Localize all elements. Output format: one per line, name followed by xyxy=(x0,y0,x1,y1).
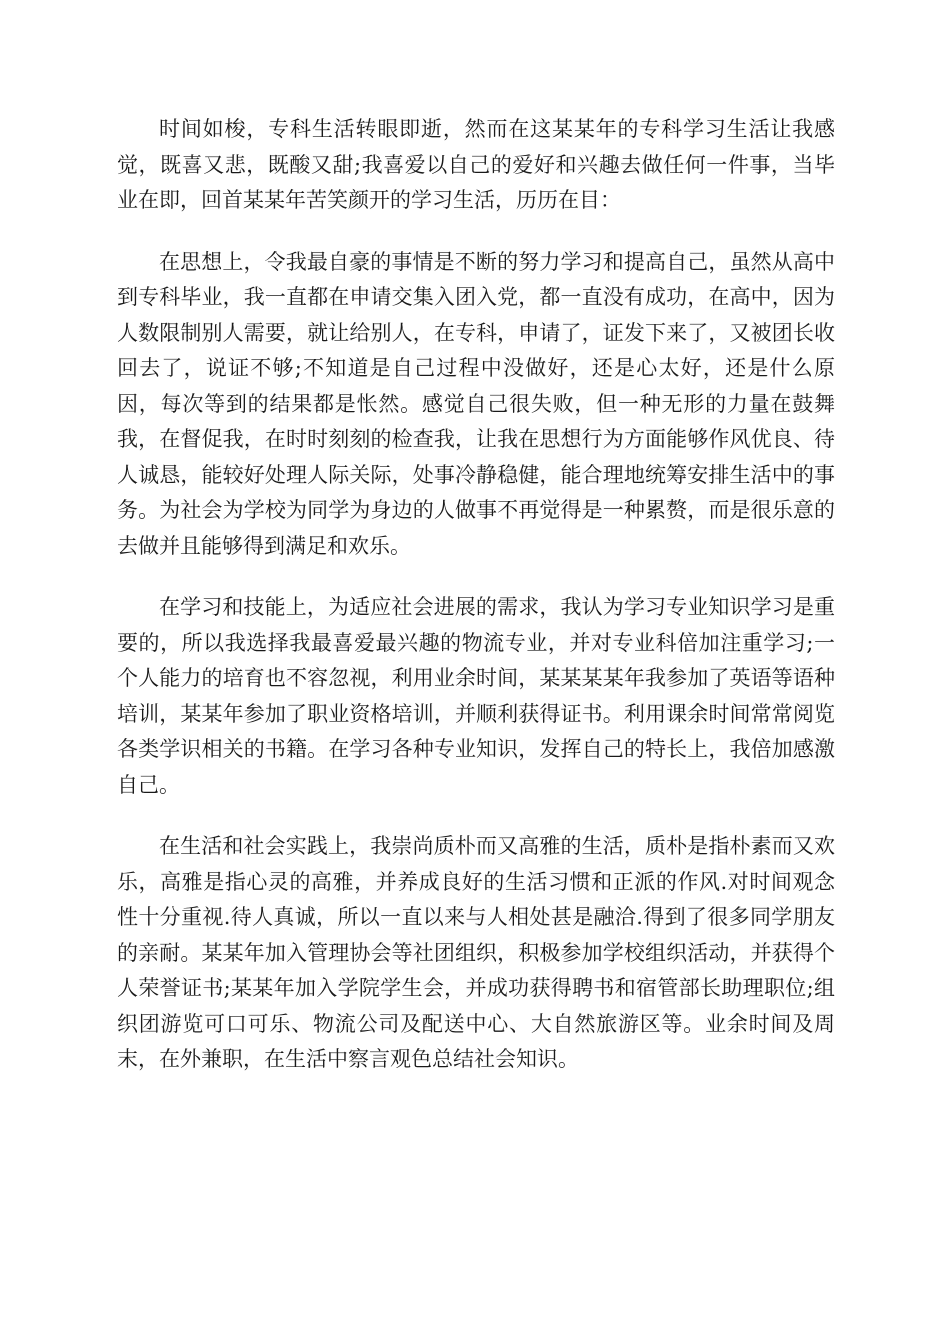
paragraph-life-practice: 在生活和社会实践上，我崇尚质朴而又高雅的生活，质朴是指朴素而又欢乐，高雅是指心灵的高雅，并养成良好的生活习惯和正派的作风.对时间观念性十分重视.待人真诚，所以一直以来与人相处甚是融洽.得到了很多同学朋友的亲耐。某某年加入管理协会等社团组织，积极参加学校组织活动，并获得个人荣誉证书;某某年加入学院学生会，并成功获得聘书和宿管部长助理职位;组织团游览可口可乐、物流公司及配送中心、大自然旅游区等。业余时间及周末，在外兼职，在生活中察言观色总结社会知识。 xyxy=(117,834,835,1071)
paragraph-thought: 在思想上，令我最自豪的事情是不断的努力学习和提高自己，虽然从高中到专科毕业，我一直都在申请交集入团入党，都一直没有成功，在高中，因为人数限制别人需要，就让给别人，在专科，申请了，证发下来了，又被团长收回去了，说证不够;不知道是自己过程中没做好，还是心太好，还是什么原因，每次等到的结果都是怅然。感觉自己很失败，但一种无形的力量在鼓舞我，在督促我，在时时刻刻的检查我，让我在思想行为方面能够作风优良、待人诚恳，能较好处理人际关际，处事冷静稳健，能合理地统筹安排生活中的事务。为社会为学校为同学为身边的人做事不再觉得是一种累赘，而是很乐意的去做并且能够得到满足和欢乐。 xyxy=(117,249,835,558)
paragraph-intro: 时间如梭，专科生活转眼即逝，然而在这某某年的专科学习生活让我感觉，既喜又悲，既酸又甜;我喜爱以自己的爱好和兴趣去做任何一件事，当毕业在即，回首某某年苦笑颜开的学习生活，历历在目： xyxy=(117,117,835,212)
document-body xyxy=(117,112,835,1104)
paragraph-study-skills: 在学习和技能上，为适应社会进展的需求，我认为学习专业知识学习是重要的，所以我选择我最喜爱最兴趣的物流专业，并对专业科倍加注重学习;一个人能力的培育也不容忽视，利用业余时间，某某某某年我参加了英语等语种培训，某某年参加了职业资格培训，并顺利获得证书。利用课余时间常常阅览各类学识相关的书籍。在学习各种专业知识，发挥自己的特长上，我倍加感激自己。 xyxy=(117,595,835,797)
